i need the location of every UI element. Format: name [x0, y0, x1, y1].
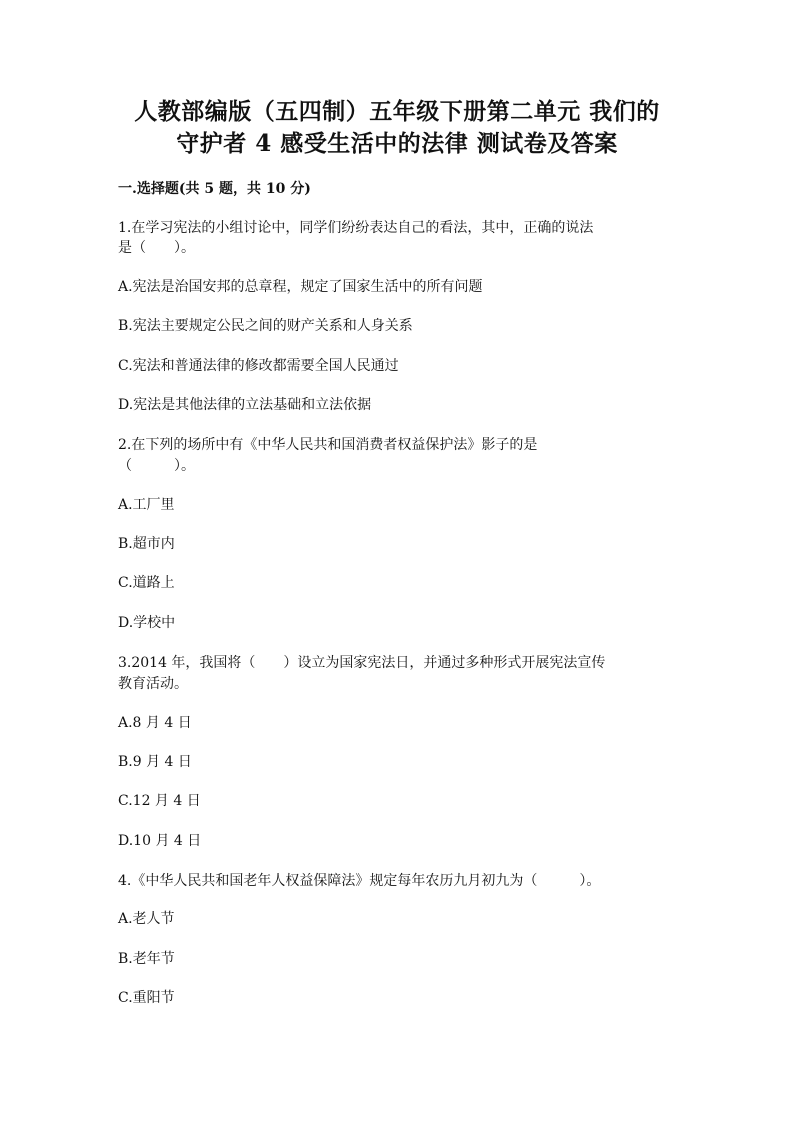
- question-2-option-b: B.超市内: [118, 536, 175, 552]
- question-4-stem: 4.《中华人民共和国老年人权益保障法》规定每年农历九月初九为（ ）。: [118, 873, 601, 889]
- section-heading: 一.选择题(共 5 题，共 10 分): [118, 181, 311, 197]
- question-1-stem-line-1: 1.在学习宪法的小组讨论中，同学们纷纷表达自己的看法，其中，正确的说法: [118, 220, 594, 236]
- question-3-option-b: B.9 月 4 日: [118, 754, 192, 770]
- question-3-option-d: D.10 月 4 日: [118, 833, 202, 849]
- question-2-option-a: A.工厂里: [118, 497, 175, 513]
- question-2-option-c: C.道路上: [118, 575, 175, 591]
- page-title-line-2: 守护者 4 感受生活中的法律 测试卷及答案: [176, 130, 618, 157]
- question-3-stem-line-2: 教育活动。: [118, 676, 188, 692]
- question-4-option-b: B.老年节: [118, 951, 175, 967]
- question-3-option-a: A.8 月 4 日: [118, 715, 192, 731]
- question-2-stem-line-1: 2.在下列的场所中有《中华人民共和国消费者权益保护法》影子的是: [118, 437, 538, 453]
- question-1-option-c: C.宪法和普通法律的修改都需要全国人民通过: [118, 358, 399, 374]
- question-1-option-b: B.宪法主要规定公民之间的财产关系和人身关系: [118, 318, 413, 334]
- question-2-stem-line-2: （ ）。: [118, 458, 195, 474]
- question-1-option-d: D.宪法是其他法律的立法基础和立法依据: [118, 397, 372, 413]
- question-3-stem-line-1: 3.2014 年，我国将（ ）设立为国家宪法日，并通过多种形式开展宪法宣传: [118, 655, 606, 671]
- page-title-line-1: 人教部编版（五四制）五年级下册第二单元 我们的: [134, 98, 660, 125]
- question-1-option-a: A.宪法是治国安邦的总章程，规定了国家生活中的所有问题: [118, 279, 483, 295]
- question-4-option-c: C.重阳节: [118, 990, 175, 1006]
- question-2-option-d: D.学校中: [118, 615, 176, 631]
- question-1-stem-line-2: 是（ ）。: [118, 240, 195, 256]
- question-3-option-c: C.12 月 4 日: [118, 793, 201, 809]
- question-4-option-a: A.老人节: [118, 911, 175, 927]
